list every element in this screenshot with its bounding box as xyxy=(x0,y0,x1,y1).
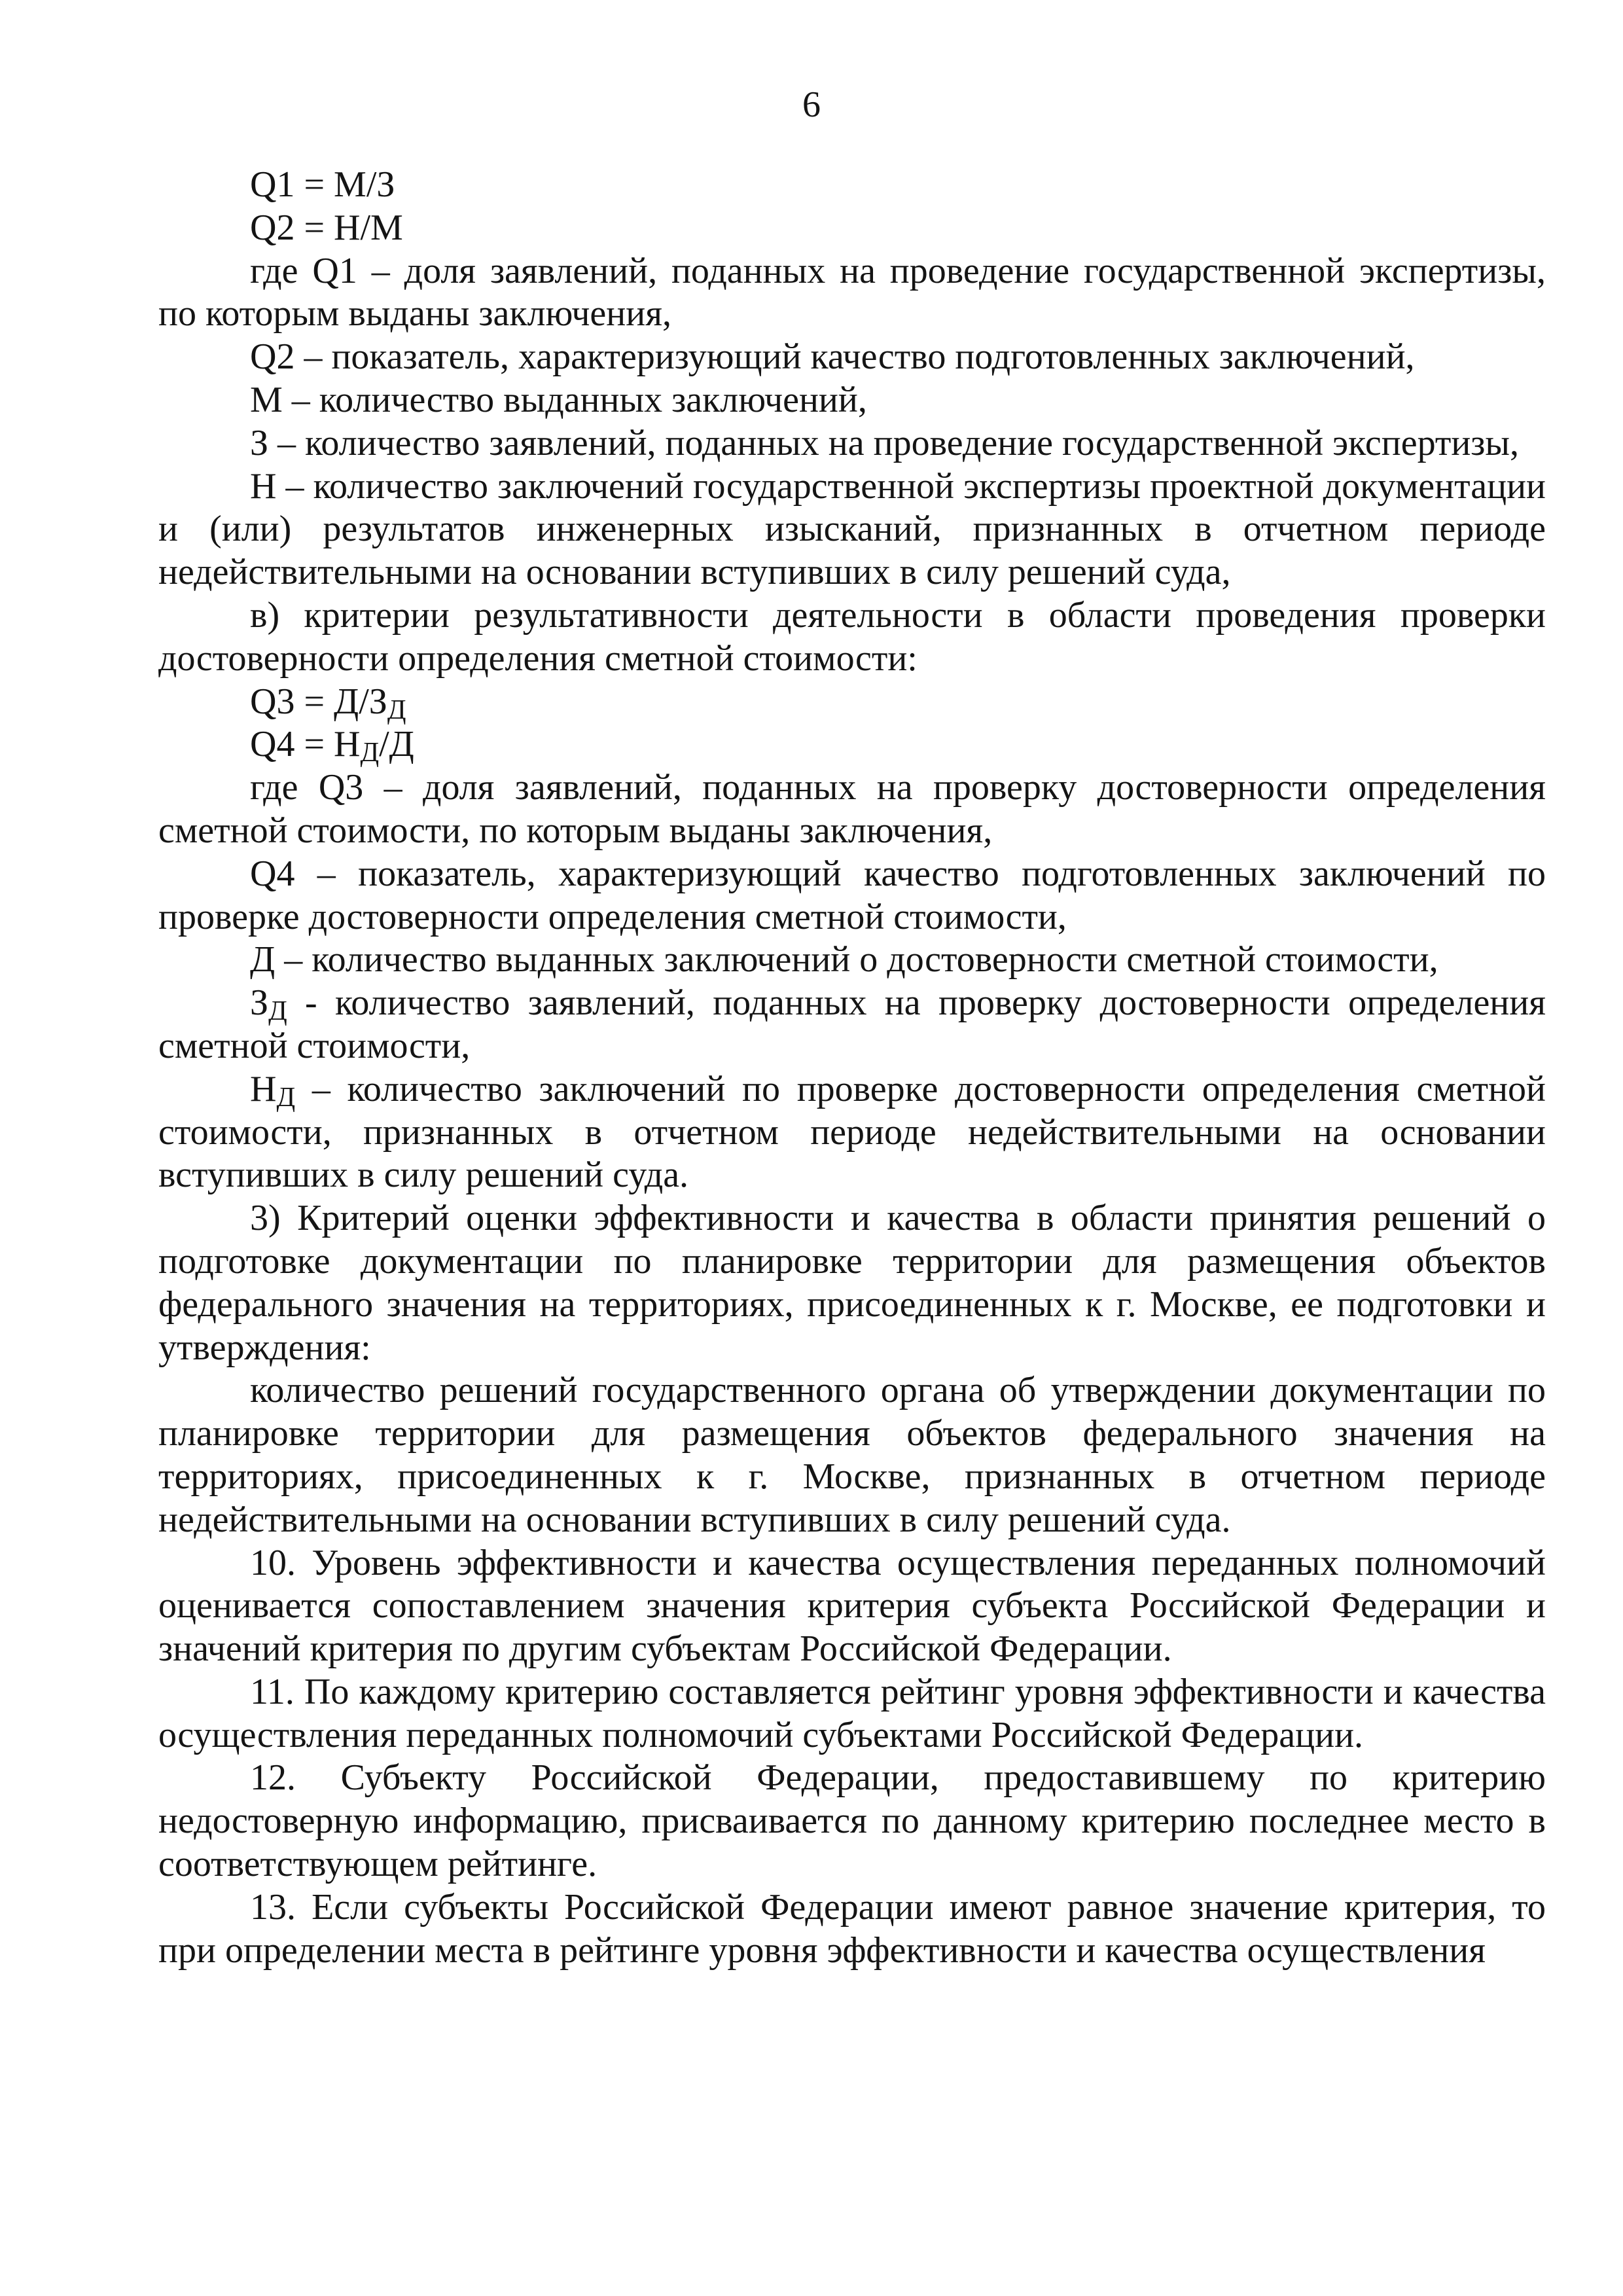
criteria-heading-v: в) критерии результативности деятельности в области проведения проверки достоверности определения сметной стоимости: xyxy=(158,594,1546,679)
formula-q2: Q2 = Н/М xyxy=(250,207,403,248)
formula-q3: $Q3 = Д/З_Д$ xyxy=(250,681,406,725)
definition-d: Д – количество выданных заключений о достоверности сметной стоимости, xyxy=(250,939,1438,980)
definition-m: М – количество выданных заключений, xyxy=(250,379,867,420)
item-11: 11. По каждому критерию составляется рейтинг уровня эффективности и качества осуществления переданных полномочий субъектами Российской Федерации. xyxy=(158,1671,1546,1755)
definition-z: З – количество заявлений, поданных на проведение государственной экспертизы, xyxy=(250,422,1520,463)
definition-q4: Q4 – показатель, характеризующий качество подготовленных заключений по проверке достоверности определения сметной стоимости, xyxy=(158,853,1546,937)
document-body xyxy=(158,164,1546,1972)
definition-q3: где Q3 – доля заявлений, поданных на проверку достоверности определения сметной стоимости, по которым выданы заключения, xyxy=(158,767,1546,851)
criterion-3: 3) Критерий оценки эффективности и качества в области принятия решений о подготовке документации по планировке территории для размещения объектов федерального значения на территориях, присоединенных к г. Москве, ее подготовки и утверждения: xyxy=(158,1198,1546,1368)
page-number: 6 xyxy=(802,84,821,125)
definition-q2: Q2 – показатель, характеризующий качество подготовленных заключений, xyxy=(250,336,1415,378)
item-12: 12. Субъекту Российской Федерации, предоставившему по критерию недостоверную информацию, присваивается по данному критерию последнее место в соответствующем рейтинге. xyxy=(158,1757,1546,1885)
item-10: 10. Уровень эффективности и качества осуществления переданных полномочий оценивается сопоставлением значения критерия субъекта Российской Федерации и значений критерия по другим субъектам Российской Федерации. xyxy=(158,1542,1546,1670)
definition-n: Н – количество заключений государственной экспертизы проектной документации и (или) результатов инженерных изысканий, признанных в отчетном периоде недействительными на основании вступивших в силу решений суда, xyxy=(158,465,1546,593)
formula-q4: $Q4 = Н_Д/Д$ xyxy=(250,724,414,768)
definition-q1: где Q1 – доля заявлений, поданных на проведение государственной экспертизы, по которым выданы заключения, xyxy=(158,250,1546,334)
item-13: 13. Если субъекты Российской Федерации имеют равное значение критерия, то при определении места в рейтинге уровня эффективности и качества осуществления xyxy=(158,1886,1546,1971)
criterion-3-value: количество решений государственного органа об утверждении документации по планировке территории для размещения объектов федерального значения на территориях, присоединенных к г. Москве, признанных в отчетном периоде недействительными на основании вступивших в силу решений суда. xyxy=(158,1370,1546,1540)
definition-nd: $Н_Д$ – количество заключений по проверке достоверности определения сметной стоимости, признанных в отчетном периоде недействительными на основании вступивших в силу решений суда. xyxy=(158,1068,1546,1196)
definition-zd: $З_Д$ - количество заявлений, поданных на проверку достоверности определения сметной стоимости, xyxy=(158,982,1546,1066)
formula-q1: Q1 = М/З xyxy=(250,164,395,205)
